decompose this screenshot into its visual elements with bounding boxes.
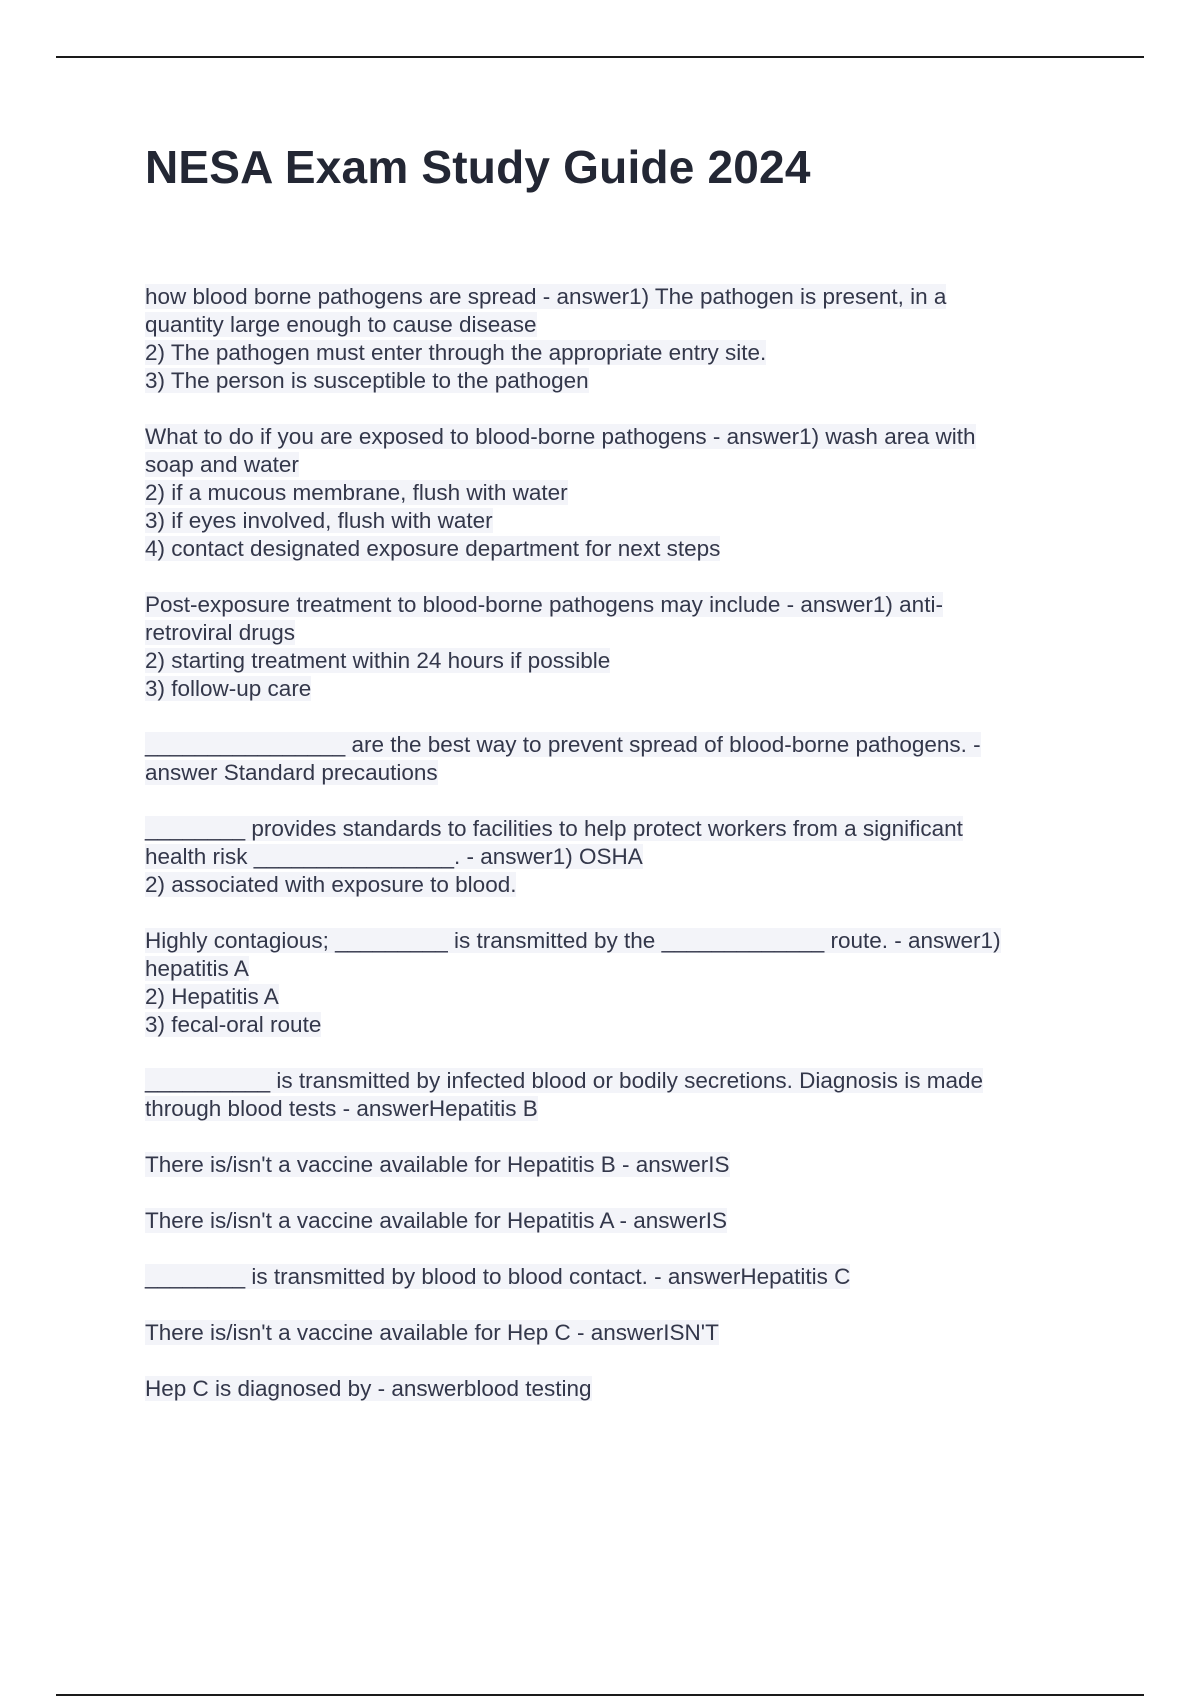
qa-entry xyxy=(145,1151,1075,1179)
qa-line xyxy=(145,1095,1075,1123)
qa-line xyxy=(145,815,1075,843)
qa-line-text: Post-exposure treatment to blood-borne pathogens may include - answer1) anti- xyxy=(145,592,943,617)
qa-line-text: What to do if you are exposed to blood-borne pathogens - answer1) wash area with xyxy=(145,424,976,449)
qa-entry xyxy=(145,591,1075,703)
qa-line xyxy=(145,731,1075,759)
qa-entry xyxy=(145,1375,1075,1403)
qa-entry xyxy=(145,283,1075,395)
qa-line xyxy=(145,507,1075,535)
qa-line xyxy=(145,339,1075,367)
qa-line-text: 4) contact designated exposure department for next steps xyxy=(145,536,721,561)
qa-line-text: ________ provides standards to facilities to help protect workers from a significant xyxy=(145,816,963,841)
qa-entry xyxy=(145,731,1075,787)
qa-entry xyxy=(145,1319,1075,1347)
qa-line xyxy=(145,283,1075,311)
qa-line xyxy=(145,647,1075,675)
qa-entry xyxy=(145,1207,1075,1235)
qa-entry xyxy=(145,1067,1075,1123)
qa-line xyxy=(145,619,1075,647)
qa-entry xyxy=(145,423,1075,563)
qa-line xyxy=(145,451,1075,479)
qa-line-text: quantity large enough to cause disease xyxy=(145,312,537,337)
qa-list xyxy=(145,283,1075,1431)
qa-line xyxy=(145,367,1075,395)
qa-line xyxy=(145,479,1075,507)
qa-line-text: 2) if a mucous membrane, flush with water xyxy=(145,480,568,505)
qa-line xyxy=(145,591,1075,619)
qa-line xyxy=(145,1263,1075,1291)
qa-line xyxy=(145,311,1075,339)
qa-line-text: 3) fecal-oral route xyxy=(145,1012,322,1037)
qa-line-text: retroviral drugs xyxy=(145,620,296,645)
qa-line-text: ________________ are the best way to prevent spread of blood-borne pathogens. - xyxy=(145,732,981,757)
qa-line-text: 2) Hepatitis A xyxy=(145,984,279,1009)
qa-line xyxy=(145,1319,1075,1347)
qa-line xyxy=(145,983,1075,1011)
qa-line-text: through blood tests - answerHepatitis B xyxy=(145,1096,538,1121)
qa-line-text: 2) starting treatment within 24 hours if possible xyxy=(145,648,611,673)
qa-line xyxy=(145,423,1075,451)
qa-line xyxy=(145,759,1075,787)
qa-line xyxy=(145,1067,1075,1095)
page-title: NESA Exam Study Guide 2024 xyxy=(145,141,811,193)
qa-line-text: There is/isn't a vaccine available for Hepatitis B - answerIS xyxy=(145,1152,730,1177)
qa-line-text: There is/isn't a vaccine available for Hepatitis A - answerIS xyxy=(145,1208,728,1233)
qa-line xyxy=(145,871,1075,899)
qa-line xyxy=(145,535,1075,563)
qa-line-text: soap and water xyxy=(145,452,299,477)
qa-line-text: health risk ________________. - answer1) OSHA xyxy=(145,844,643,869)
qa-entry xyxy=(145,815,1075,899)
qa-line-text: __________ is transmitted by infected blood or bodily secretions. Diagnosis is made xyxy=(145,1068,983,1093)
qa-line-text: Hep C is diagnosed by - answerblood testing xyxy=(145,1376,592,1401)
qa-line xyxy=(145,955,1075,983)
qa-entry xyxy=(145,927,1075,1039)
qa-line xyxy=(145,843,1075,871)
qa-line-text: 3) The person is susceptible to the pathogen xyxy=(145,368,589,393)
top-rule xyxy=(56,56,1144,58)
qa-line xyxy=(145,675,1075,703)
qa-line-text: how blood borne pathogens are spread - answer1) The pathogen is present, in a xyxy=(145,284,947,309)
qa-line-text: ________ is transmitted by blood to blood contact. - answerHepatitis C xyxy=(145,1264,851,1289)
qa-line-text: hepatitis A xyxy=(145,956,249,981)
qa-line-text: 2) The pathogen must enter through the appropriate entry site. xyxy=(145,340,767,365)
qa-line xyxy=(145,927,1075,955)
qa-line-text: 2) associated with exposure to blood. xyxy=(145,872,517,897)
qa-line xyxy=(145,1011,1075,1039)
qa-line-text: answer Standard precautions xyxy=(145,760,438,785)
qa-line-text: Highly contagious; _________ is transmitted by the _____________ route. - answer1) xyxy=(145,928,1001,953)
qa-line xyxy=(145,1151,1075,1179)
qa-line xyxy=(145,1375,1075,1403)
qa-line-text: 3) if eyes involved, flush with water xyxy=(145,508,493,533)
qa-line-text: 3) follow-up care xyxy=(145,676,312,701)
qa-line-text: There is/isn't a vaccine available for Hep C - answerISN'T xyxy=(145,1320,719,1345)
bottom-rule xyxy=(56,1694,1144,1696)
qa-line xyxy=(145,1207,1075,1235)
qa-entry xyxy=(145,1263,1075,1291)
